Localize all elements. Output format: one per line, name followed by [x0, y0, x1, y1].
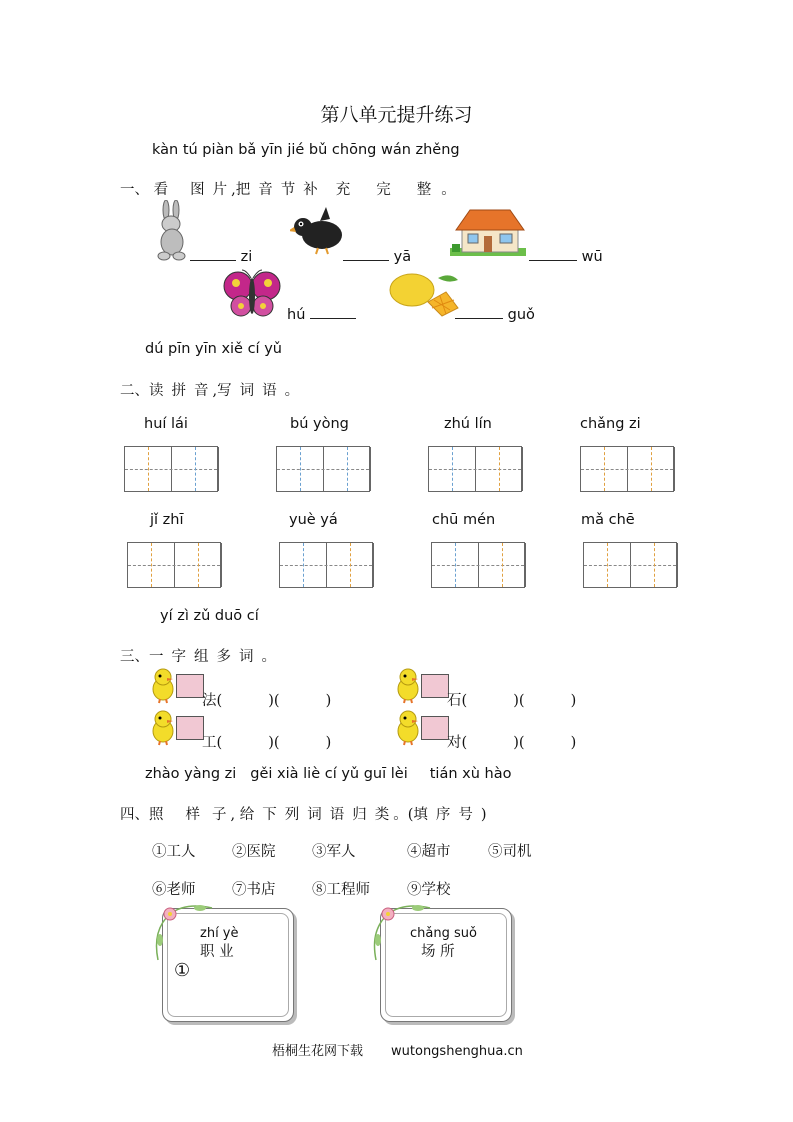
rabbit-image	[152, 200, 192, 262]
section1-pinyin: kàn tú piàn bǎ yīn jié bǔ chōng wán zhěng	[152, 142, 460, 158]
char-box-3[interactable]	[176, 716, 204, 740]
word-6-pinyin: yuè yá	[289, 512, 338, 528]
option-7: ⑦书店	[232, 882, 276, 898]
crow-image	[290, 205, 346, 255]
option-8: ⑧工程师	[312, 882, 370, 898]
char-box-1[interactable]	[176, 674, 204, 698]
writing-grid-5[interactable]	[127, 542, 221, 588]
row-2: 石( )( )	[447, 693, 577, 709]
footer-site-cn: 梧桐生花网下载	[272, 1044, 364, 1059]
writing-grid-1[interactable]	[124, 446, 218, 492]
house-image	[448, 206, 528, 258]
word-5-pinyin: jǐ zhī	[150, 512, 184, 528]
writing-grid-7[interactable]	[431, 542, 525, 588]
option-3: ③军人	[312, 844, 356, 860]
writing-grid-2[interactable]	[276, 446, 370, 492]
writing-grid-4[interactable]	[580, 446, 674, 492]
section1-heading-text: 看 图 片 ,把 音 节 补 充 完 整 。	[153, 182, 456, 198]
option-1: ①工人	[152, 844, 196, 860]
writing-grid-8[interactable]	[583, 542, 677, 588]
section4-pinyin: zhào yàng zi gěi xià liè cí yǔ guī lèi tián xù hào	[145, 766, 512, 782]
option-4: ④超市	[407, 844, 451, 860]
item4: hú	[287, 304, 356, 323]
chick-icon	[151, 709, 177, 747]
section3-pinyin: yí zì zǔ duō cí	[160, 608, 259, 624]
card1-pinyin: zhí yè	[200, 926, 239, 941]
footer-site-url[interactable]: wutongshenghua.cn	[391, 1044, 523, 1059]
page-title: 第八单元提升练习	[320, 104, 473, 126]
item5: guǒ	[455, 304, 535, 323]
footer	[272, 1040, 523, 1059]
mango-image	[388, 268, 460, 318]
word-2-pinyin: bú yòng	[290, 416, 349, 432]
option-5: ⑤司机	[488, 844, 532, 860]
word-7-pinyin: chū mén	[432, 512, 496, 528]
item2: yā	[343, 246, 411, 265]
section2-pinyin: dú pīn yīn xiě cí yǔ	[145, 341, 282, 357]
item3: wū	[529, 246, 603, 265]
option-6: ⑥老师	[152, 882, 196, 898]
row-4: 对( )( )	[447, 735, 577, 751]
section1-heading	[120, 178, 456, 199]
butterfly-image	[222, 268, 282, 318]
option-9: ⑨学校	[407, 882, 451, 898]
section1-number: 一、	[120, 182, 149, 198]
row-1: 法( )( )	[202, 693, 332, 709]
word-3-pinyin: zhú lín	[444, 416, 492, 432]
chick-icon	[396, 709, 422, 747]
chick-icon	[396, 667, 422, 705]
card1-label: 职 业	[200, 944, 234, 960]
row-3: 工( )( )	[202, 735, 332, 751]
item1: zi	[190, 246, 252, 265]
chick-icon	[151, 667, 177, 705]
writing-grid-3[interactable]	[428, 446, 522, 492]
card1-example: ①	[174, 960, 191, 981]
section2-heading: 二、读 拼 音 ,写 词 语 。	[120, 383, 300, 399]
word-1-pinyin: huí lái	[144, 416, 188, 432]
section4-heading: 四、照 样 子 , 给 下 列 词 语 归 类 。(填 序 号 )	[120, 807, 487, 823]
writing-grid-6[interactable]	[279, 542, 373, 588]
char-box-4[interactable]	[421, 716, 449, 740]
char-box-2[interactable]	[421, 674, 449, 698]
word-4-pinyin: chǎng zi	[580, 416, 641, 432]
option-2: ②医院	[232, 844, 276, 860]
word-8-pinyin: mǎ chē	[581, 512, 635, 528]
card2-pinyin: chǎng suǒ	[410, 926, 477, 941]
card2-label: 场 所	[421, 944, 455, 960]
section3-heading: 三、一 字 组 多 词 。	[120, 649, 276, 665]
